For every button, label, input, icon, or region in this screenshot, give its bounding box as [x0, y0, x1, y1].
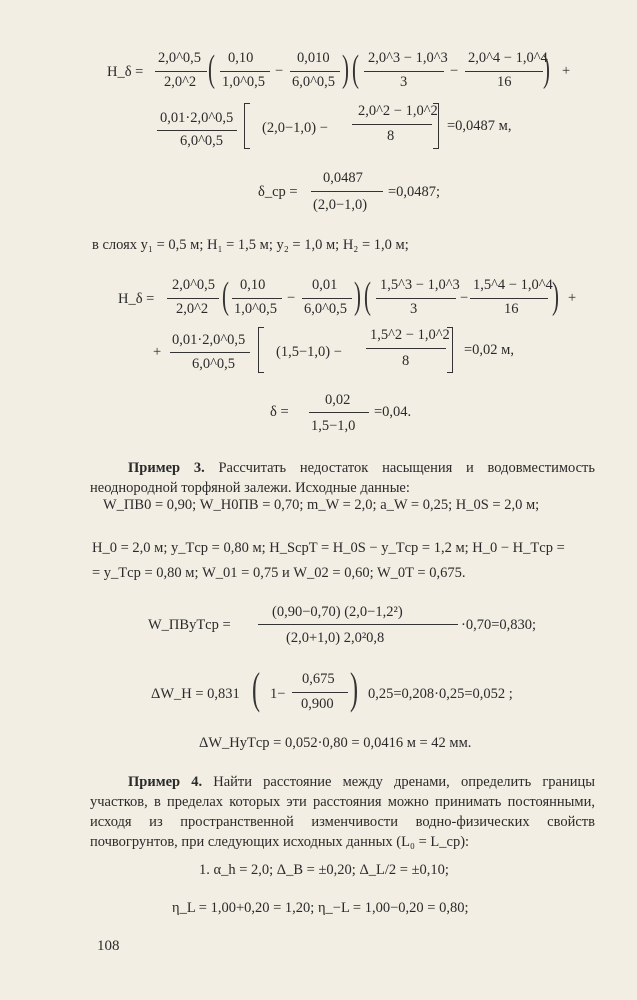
fraction-denominator: 2,0^2: [176, 301, 209, 317]
fraction-denominator: 6,0^0,5: [304, 301, 348, 317]
fraction-numerator: 2,0^3 − 1,0^3: [368, 50, 448, 66]
fraction-numerator: 1,5^2 − 1,0^2: [370, 327, 450, 343]
formula-6-lhs: ΔW_H = 0,831: [151, 686, 240, 702]
example-4-item-2: η_L = 1,00+0,20 = 1,20; η_−L = 1,00−0,20 = 0,80;: [172, 900, 469, 916]
fraction-numerator: 0,675: [302, 671, 335, 687]
fraction-denominator: 6,0^0,5: [180, 133, 224, 149]
fraction-denominator: 3: [400, 74, 408, 90]
fraction-denominator: 1,0^0,5: [222, 74, 266, 90]
fraction-numerator: 2,0^0,5: [158, 50, 202, 66]
fraction-denominator: 8: [387, 128, 395, 144]
fraction-denominator: 3: [410, 301, 418, 317]
fraction-numerator: 0,01·2,0^0,5: [160, 110, 234, 126]
formula-3-lhs: H_δ =: [118, 291, 155, 307]
fraction-denominator: 16: [497, 74, 512, 90]
fraction-numerator: 2,0^0,5: [172, 277, 216, 293]
fraction-denominator: 1,5−1,0: [311, 418, 356, 434]
fraction-numerator: 0,01·2,0^0,5: [172, 332, 246, 348]
example-3-data-2: H_0 = 2,0 м; y_Tср = 0,80 м; H_SсрT = H_0S − y_Tср = 1,2 м; H_0 − H_Tср =: [92, 540, 565, 556]
fraction-numerator: 0,02: [325, 392, 351, 408]
formula-2-lhs: δ_ср =: [258, 184, 298, 200]
formula-1-result: =0,0487 м,: [447, 118, 512, 134]
example-4-text: Найти расстояние между дренами, определить границы участков, в пределах которых эти расстояния можно принимать постоянными, исходя из пространственной изменчивости водно-физических свойств почвогрунтов, при следующих исходных данных (L₀ = L_ср):: [90, 774, 595, 850]
fraction-denominator: 6,0^0,5: [192, 356, 236, 372]
example-3-data-3: = y_Tср = 0,80 м; W_01 = 0,75 и W_02 = 0,60; W_0T = 0,675.: [92, 565, 466, 581]
formula-5-lhs: W_ПВyTср =: [148, 617, 231, 633]
example-3-data-1: W_ПВ0 = 0,90; W_H0ПВ = 0,70; m_W = 2,0; a_W = 0,25; H_0S = 2,0 м;: [103, 497, 540, 513]
fraction-denominator: 2,0^2: [164, 74, 197, 90]
example-4-paragraph: [90, 772, 595, 852]
fraction-numerator: 0,0487: [323, 170, 363, 186]
fraction-denominator: 8: [402, 353, 410, 369]
fraction-numerator: (0,90−0,70) (2,0−1,2²): [272, 604, 403, 620]
example-3-text: Рассчитать недостаток насыщения и водовместимость неоднородной торфяной залежи. Исходные данные:: [90, 460, 596, 496]
fraction-numerator: 2,0^4 − 1,0^4: [468, 50, 548, 66]
formula-4-lhs: δ =: [270, 404, 289, 420]
example-4-item-1: 1. α_h = 2,0; Δ_B = ±0,20; Δ_L/2 = ±0,10;: [199, 862, 449, 878]
fraction-numerator: 1,5^3 − 1,0^3: [380, 277, 460, 293]
formula-4-result: =0,04.: [374, 404, 412, 420]
formula-2-result: =0,0487;: [388, 184, 441, 200]
fraction-denominator: 0,900: [301, 696, 334, 712]
fraction-denominator: 6,0^0,5: [292, 74, 336, 90]
fraction-numerator: 1,5^4 − 1,0^4: [473, 277, 553, 293]
fraction-denominator: 1,0^0,5: [234, 301, 278, 317]
fraction-denominator: 16: [504, 301, 519, 317]
fraction-numerator: 0,010: [297, 50, 330, 66]
example-3-paragraph: [90, 458, 595, 498]
fraction-numerator: 0,10: [228, 50, 254, 66]
formula-6-result: 0,25=0,208·0,25=0,052 ;: [368, 686, 513, 702]
formula-5-result: ·0,70=0,830;: [461, 617, 537, 633]
example-3-heading: Пример 3.: [128, 460, 205, 476]
formula-3-result: =0,02 м,: [464, 342, 514, 358]
fraction-numerator: 0,01: [312, 277, 338, 293]
layers-line: в слоях y₁ = 0,5 м; H₁ = 1,5 м; y₂ = 1,0 м; H₂ = 1,0 м;: [92, 237, 409, 253]
example-4-heading: Пример 4.: [128, 774, 203, 790]
fraction-denominator: (2,0+1,0) 2,0²0,8: [286, 630, 385, 646]
fraction-denominator: (2,0−1,0): [313, 197, 368, 213]
formula-7: ΔW_HyTср = 0,052·0,80 = 0,0416 м = 42 мм.: [199, 735, 472, 751]
fraction-numerator: 0,10: [240, 277, 266, 293]
formula-1-lhs: H_δ =: [107, 64, 144, 80]
fraction-numerator: 2,0^2 − 1,0^2: [358, 103, 438, 119]
page-number: 108: [97, 938, 120, 954]
